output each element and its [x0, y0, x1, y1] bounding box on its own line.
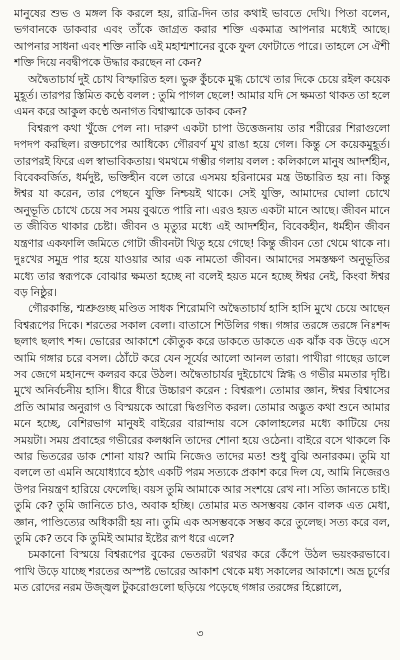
paragraph: মানুষের শুভ ও মঙ্গল কি করলে হয়, রাত্রি-দিন তার কথাই ভাবতে দেখি। পিতা বলেন, ভগবানকে ডাকবার এবং তাঁকে জাগ্রত করার শক্তি একমাত্র আপনার মধ্যেই আছে। আপনার সাধনা এবং শক্তি নাকি এই মহাশ্মশানের বুকে ফুল ফোটাতে পারে। তাহলে সে ঐশী শক্তি দিয়ে নবদ্বীপকে উদ্ধার করছেন না কেন?: [14, 7, 390, 70]
paragraph: বিশ্বরূপ কথা খুঁজে পেল না। দারুণ একটা চাপা উত্তেজনায় তার শরীরের শিরাগুলো দপদপ করছিল। রক্তচাপের আধিক্যে গৌরবর্ণ মুখ রাঙা হয়ে গেল। কিন্তু সে কয়েকমুহূর্ত। তারপরই ফিরে এল স্বাভাবিকতায়। থমথমে গম্ভীর গলায় বলল : কলিকালে মানুষ আদর্শহীন, বিবেকবর্জিত, ধর্মদুষ্ট, ভক্তিহীন বলে তারে এসময় হরিনামের মন্ত্র উচ্চারিত হয় না। কিন্তু ঈশ্বর যা করেন, তার পেছনে যুক্তি নিশ্চয়ই থাকে। সেই যুক্তি, আমাদের ঘোলা চোখে অনুভূতি চোখে চেয়ে সব সময় বুঝতে পারি না। এরও হয়ত একটা মানে আছে। জীবন মানে ত জীবিত থাকার চেষ্টা। জীবন ও মৃত্যুর মধ্যে এই আদর্শহীন, বিবেকহীন, ধর্মহীন জীবন যন্ত্রণার একফালি জমিতে গোটা জীবনটা থিতু হয়ে গেছে! কিন্তু জীবন তো থেমে থাকে না। দুঃখের সমুদ্র পার হয়ে যাওয়ার আর এক নামতো জীবন। আমাদের সমস্তক্ষণ অনুভূতির মধ্যে তার স্বরূপকে বোঝার ক্ষমতা হচ্ছে না বলেই হয়ত মনে হচ্ছে ঈশ্বর নেই, কিংবা ঈশ্বর বড় নিষ্ঠুর।: [14, 121, 390, 299]
paragraph: চমকানো বিস্ময়ে বিশ্বরূপের বুকের ভেতরটা থরথর করে কেঁপে উঠল ভয়ংকরভাবে। পাখি উড়ে যাচ্ছে শরতের অস্পষ্ট ভোরের আকাশ থেকে মধ্য সকালের আকাশে। অভ্র চূর্ণের মত রোদের নরম উজ্জ্বল টুকরোগুলো ছড়িয়ে পড়েছে গঙ্গার তরঙ্গের হিল্লোলে,: [14, 548, 390, 595]
body-text: [14, 6, 390, 597]
page-number: ৩: [196, 627, 204, 640]
paragraph: গৌরকান্তি, শ্মশ্রুগুচ্ছ মণ্ডিত সাধক শিরোমণি অদ্বৈতাচার্য হাসি হাসি মুখে চেয়ে আছেন বিশ্বরূপের দিকে। শরতের সকাল বেলা। বাতাসে শিউলির গন্ধ। গঙ্গার তরঙ্গে তরঙ্গে নিঃশব্দ ছলাৎ ছলাৎ শব্দ। ভোরের আকাশে কৌতুক করে ডাকতে ডাকতে এক ঝাঁক বক উড়ে এসে আমি গঙ্গার চরে বসল। ঠোঁটে করে যেন সূর্যের আলো আনল তারা। পাখীরা গাছের ডালে সব জেগে মহানন্দে কলরব করে উঠল। অদ্বৈতাচার্যর দুইচোখে স্নিগ্ধ ও গভীর মমতার দৃষ্টি। মুখে অনির্বচনীয় হাসি। ধীরে ধীরে উচ্চারণ করেন : বিশ্বরূপ। তোমার জ্ঞান, ঈশ্বর বিশ্বাসের প্রতি আমার অনুরাগ ও বিস্ময়কে আরো দ্বিগুণিত করল। তোমার অদ্ভুত কথা শুনে আমার মনে হচ্ছে, বেশিরভাগ মানুষই বাইরের বারান্দায় বসে কোলাহলের মধ্যে কাটিয়ে দেয় সময়টা। সময় প্রবাহের গভীরের কলধ্বনি তাদের শোনা হয়ে ওঠেনা। বাইরে বসে থাকলে কি আর ভিতরের ডাক শোনা যায়? আমি নিজেও তাদের মত! শুধু বুঝি অনারকম। তুমি যা বললে তা এমনি অযোধ্যাবে হঠাৎ একটি পরম সত্যকে প্রকাশ করে দিল যে, আমি নিজেরও উপর নিয়ন্ত্রণ হারিয়ে ফেলেছি। বয়স তুমি আমাকে আর সংশয়ে রেখ না। সত্যি জানতে চাই। তুমি কে? তুমি জানিতে চাও, অবাক হচ্ছি। তোমার মত অসম্ভবয় কোন বালক এত মেধা, জ্ঞান, পাণ্ডিত্যের অধিকারী হয় না। তুমি এক অসম্ভবকে সম্ভব করে তুলেছ। সত্য করে বল, তুমি কে? তবে কি তুমিই আমার ইষ্টের রূপ ধরে এলে?: [14, 302, 390, 545]
paragraph: অদ্বৈতাচার্য দুই চোখ বিস্ফারিত হল। ভুরু কুঁচকে মুগ্ধ চোখে তার দিকে চেয়ে রইল কয়েক মুহূর্ত। তারপর স্তিমিত কণ্ঠে বলল : তুমি পাগল ছেলে! আমার যদি সে ক্ষমতা থাকত তা হলে এমন করে আকুল কণ্ঠে অনাগত বিশ্বাত্মাকে ডাকব কেন?: [14, 72, 390, 119]
